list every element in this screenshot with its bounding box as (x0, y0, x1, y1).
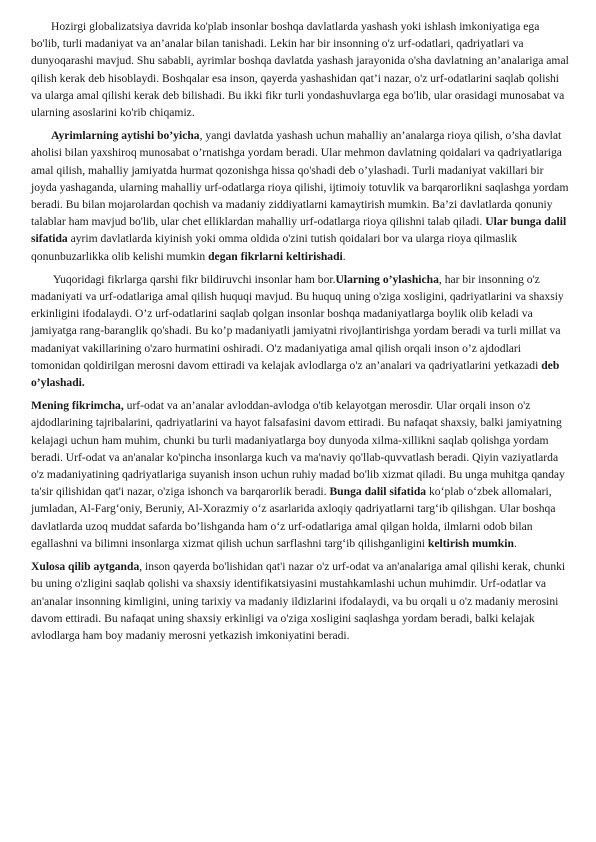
paragraph-first-view (31, 127, 571, 265)
my-opinion-period: . (513, 536, 517, 550)
opposing-view-lead: Ularning o’ylashicha (335, 272, 439, 286)
my-opinion-conclusion: keltirish mumkin (427, 536, 514, 550)
first-view-text: , yangi davlatda yashash uchun mahalliy an’analarga rioya qilish, o’sha davlat aholisi bilan yaxshiroq munosabat o’rnatishga yordam beradi. Ular mehmon davlatning qoidalari va qadriyatlariga amal qilish, mahalliy jamiyatda hurmat qozonishga hissa qo'shadi deb o’ylashadi. Turli madaniyat vakillari bir joyda yashaganda, ularning mahalliy urf-odatlarga rioya qilishi, ijtimoiy totuvlik va barqarorlikni saqlashga yordam beradi. Bu bilan mojarolardan qochish va madaniy ziddiyatlarni kamaytirish mumkin. Ba’zi davlatlarda qonuniy talablar ham mavjud bo'lib, ular chet elliklardan mahalliy urf-odatlarga rioya qilishni talab qiladi. (31, 129, 569, 229)
first-view-conclusion: degan fikrlarni keltirishadi (208, 249, 343, 263)
opposing-view-text: , har bir insonning o'z madaniyati va urf-odatlariga amal qilish huquqi mavjud. Bu huquq uning o'ziga xosligini, qadriyatlarini va shaxsiy erkinligini ifodalaydi. O’z urf-odatlarini saqlab qolgan insonlar boshqa madaniyatlarga boylik olib keladi va jamiyatga rang-baranglik qo'shadi. Bu ko’p madaniyatli jamiyatni rivojlantirishga yordam beradi va turli millat va madaniyat vakillarining o'zaro hurmatini oshiradi. O'z madaniyatiga amal qilish orqali inson o’z ajdodlari tomonidan qoldirilgan merosni davom ettiradi va kelajak avlodlarga o'z an’analari va qadriyatlarini yetkazadi (31, 272, 564, 372)
first-view-lead: Ayrimlarning aytishi bo’yicha (51, 129, 200, 143)
paragraph-introduction (31, 18, 571, 121)
document-page (31, 18, 571, 650)
my-opinion-evidence-text: ko‘plab o‘zbek allomalari, jumladan, Al-Farg‘oniy, Beruniy, Al-Xorazmiy o‘z asarlarida axloqiy qadriyatlarni targ‘ib qilishgan. Ular boshqa davlatlarda uzoq muddat safarda bo’lishganda ham o‘z urf-odatlariga amal qilgan holda, ilmlarni odob bilan egallashni va bilimni insonlarga xizmat qilish uchun sarflashni targ‘ib qilishganligini (31, 485, 556, 550)
paragraph-opposing-view (31, 271, 571, 391)
opposing-view-intro: Yuqoridagi fikrlarga qarshi fikr bildiruvchi insonlar ham bor. (53, 272, 336, 286)
first-view-period: . (342, 249, 346, 263)
opposing-view-conclusion: deb o’ylashadi. (31, 358, 560, 390)
paragraph-my-opinion (31, 397, 571, 552)
first-view-evidence-lead: Ular bunga dalil sifatida (31, 215, 567, 246)
first-view-evidence-text: ayrim davlatlarda kiyinish yoki omma oldida o'zini tutish qoidalari bor va ularga rioya qilmaslik qonunbuzarlikka olib kelishi mumkin (31, 232, 518, 263)
intro-text: Hozirgi globalizatsiya davrida ko'plab insonlar boshqa davlatlarda yashash yoki ishlash imkoniyatiga ega bo'lib, turli madaniyat va an’analar bilan tanishadi. Lekin har bir insonning o'z urf-odatlari, qadriyatlari va dunyoqarashi mavjud. Shu sababli, ayrimlar boshqa davlatda yashash jarayonida o'sha davlatning an’analariga amal qilish kerak deb hisoblaydi. Boshqalar esa inson, qayerda yashashidan qat’i nazar, o'z urf-odatlarini saqlab qolishi va ularga amal qilishi kerak deb bilishadi. Bu ikki fikr turli yondashuvlarga ega bo'lib, ular orasidagi munosabat va ularning asoslarini ko'rib chiqamiz. (31, 20, 569, 120)
conclusion-text: , inson qayerda bo'lishidan qat'i nazar o'z urf-odat va an'analariga amal qilishi kerak, chunki bu uning o'zligini saqlab qolishi va shaxsiy identifikatsiyasini mustahkamlashi uchun muhimdir. Urf-odatlar va an'analar insonning kimligini, uning tarixiy va madaniy ildizlarini ifodalaydi, va bu orqali u o'z madaniy merosini davom ettiradi. Bu nafaqat uning shaxsiy erkinligi va o'ziga xosligini saqlashga yordam beradi, balki kelajak avlodlarga ham boy madaniy merosni yetkazish imkoniyatini beradi. (31, 560, 566, 642)
paragraph-conclusion (31, 558, 571, 644)
conclusion-lead: Xulosa qilib aytganda (31, 560, 140, 574)
my-opinion-evidence-lead: Bunga dalil sifatida (329, 485, 427, 499)
my-opinion-lead: Mening fikrimcha, (31, 399, 124, 413)
my-opinion-text: urf-odat va an’analar avloddan-avlodga o'tib kelayotgan merosdir. Ular orqali inson o'z ajdodlarining tajribalarini, qadriyatlarini va hayot falsafasini davom ettiradi. Bu nafaqat shaxsiy, balki jamiyatning kelajagi uchun ham muhim, chunki bu turli madaniyatlarga boy dunyoda xilma-xillikni saqlab qolishga yordam beradi. Urf-odat va an'analar ko'pincha insonlarga kuch va ma'naviy qo'llab-quvvatlash beradi. Qiyin vaziyatlarda o'z madaniyatining qadriyatlariga suyanish inson uchun ruhiy madad bo'lib xizmat qiladi. Bu unga muhitga qanday ta'sir qilishidan qat'i nazar, o'ziga ishonch va barqarorlik beradi. (31, 399, 565, 499)
